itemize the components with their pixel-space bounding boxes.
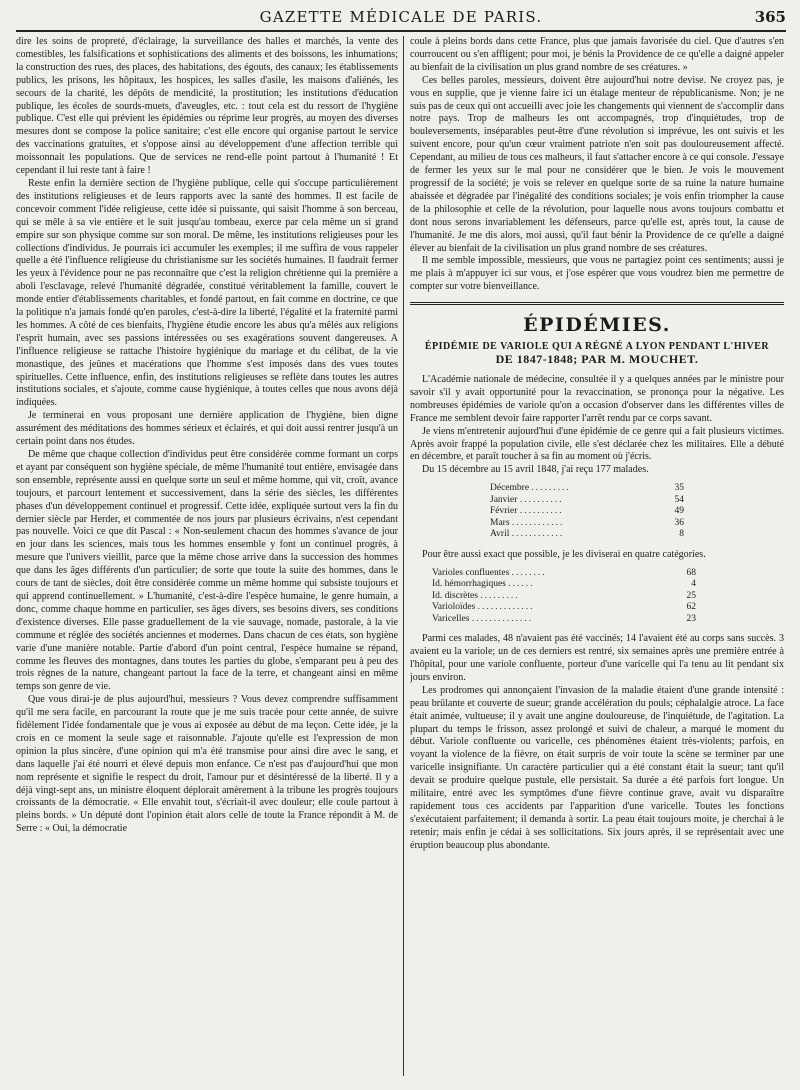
categories-table [430, 568, 698, 626]
paragraph: Il me semble impossible, messieurs, que vous ne partagiez point ces sentiments; aussi je me plais à m'appuyer ici sur vous, et j'ose espérer que vous voudrez bien me permettre de compter sur votre bienveillance. [410, 255, 784, 293]
left-column [16, 36, 398, 1084]
table-row: Janvier .......... 54 [490, 494, 684, 505]
month-value: 8 [679, 529, 684, 540]
article-title [410, 340, 784, 366]
table-row: Février .......... 49 [490, 506, 684, 517]
month-value: 36 [674, 517, 684, 528]
monthly-cases-table [488, 483, 686, 541]
table-row: Varioloïdes ............. 62 [432, 602, 696, 613]
paragraph: Je viens m'entretenir aujourd'hui d'une épidémie de ce genre qui a fait plusieurs victimes. Après avoir frappé la population civile, elle s'est déclarée chez les militaires. Elle a débuté en décembre, et paraît toucher à sa fin au moment où j'écris. [410, 425, 784, 463]
month-label: Décembre [490, 483, 530, 494]
table-row: Mars ............ 36 [490, 517, 684, 528]
category-label: Varioloïdes [432, 602, 476, 613]
paragraph: Pour être aussi exact que possible, je les diviserai en quatre catégories. [422, 548, 706, 560]
paragraph: L'Académie nationale de médecine, consultée il y a quelques années par le ministre pour savoir s'il y avait opportunité pour la revaccination, se prononça pour la négative. Les nombreuses épidémies de variole qu'on a occasion d'observer dans les différentes villes de France me semblent devoir faire rapporter l'arrêt rendu par ce corps savant. [410, 374, 784, 424]
month-label: Janvier [490, 494, 518, 505]
category-value: 23 [686, 613, 696, 624]
category-label: Varicelles [432, 613, 470, 624]
paragraph: Parmi ces malades, 48 n'avaient pas été vaccinés; 14 l'avaient été au corps sans succès. 3 avaient eu la variole; un de ces derniers est rentré, six semaines après une première entrée à l'hôpital, pour une variole confluente, porteur d'une varicelle qui l'a tenu au lit pendant six jours environ. [410, 633, 784, 683]
category-value: 68 [686, 567, 696, 578]
paragraph: Je terminerai en vous proposant une dernière application de l'hygiène, bien digne assurément des méditations des hommes sérieux et éclairés, et qui doit aussi rentrer jusqu'à un certain point dans nos études. [16, 410, 398, 448]
page-header [16, 8, 786, 32]
paragraph: De même que chaque collection d'individus peut être considérée comme formant un corps et ayant par conséquent son hygiène spéciale, de même l'humanité tout entière, envisagée dans son ensemble, représente aussi en quelque sorte un seul et même homme, qui vit, croît, avance toujours, et parcourt lentement et successivement, dans la série des siècles, les différentes phases d'un développement continuel et progressif. Cette idée, expliquée surtout vers la fin du dernier siècle par Herder, et commentée de nos jours par plusieurs écrivains, n'est cependant pas nouvelle. Voici ce que dit Pascal : « Non-seulement chacun des hommes s'avance de jour en jour dans les sciences, mais tous les hommes ensemble y font un continuel progrès, à mesure que l'univers vieillit, parce que la même chose arrive dans la succession des hommes que dans les âges différents d'un particulier; de sorte que toute la suite des hommes, dans le cours de tant de siècles, doit être considérée comme un même homme qui subsiste toujours et qui apprend continuellement. » L'humanité, c'est-à-dire l'espèce humaine, le genre humain, a donc, comme chaque homme en particulier, ses âges divers, ses besoins divers, ses conditions d'existence diverses. Elle passe graduellement de la vie sauvage, nomade, pastorale, à la vie commune et réglée des sociétés anciennes et modernes. Dans chacun de ces états, son hygiène varie d'une manière notable. Partie d'abord d'un point central, l'espèce humaine se répand, comme les fleuves des montagnes, dans toutes les parties du globe, s'emparant peu à peu des trois règnes de la nature, changeant partout la face de la terre, et changeant ainsi en même temps son genre de vie. [16, 449, 398, 693]
section-divider [410, 302, 784, 305]
journal-title: GAZETTE MÉDICALE DE PARIS. [259, 8, 543, 26]
article-title-line1: ÉPIDÉMIE DE VARIOLE QUI A RÉGNÉ A LYON PENDANT L'HIVER [424, 341, 770, 353]
right-column [410, 36, 784, 1084]
category-label: Id. hémorrhagiques [432, 579, 506, 590]
month-label: Avril [490, 529, 510, 540]
month-value: 49 [674, 506, 684, 517]
column-divider [403, 36, 404, 1076]
paragraph: Du 15 décembre au 15 avril 1848, j'ai reçu 177 malades. [422, 464, 649, 476]
table-row: Avril ............ 8 [490, 529, 684, 540]
paragraph: Que vous dirai-je de plus aujourd'hui, messieurs ? Vous devez comprendre suffisamment qu'il me sera facile, en parcourant la route que je me suis tracée pour cette année, de suivre fidèlement l'idée fondamentale que je vous ai exposée au début de ma leçon. Cette idée, je la crois en ce moment la seule sage et raisonnable. J'ajoute qu'elle est l'expression de mon opinion la plus sincère, d'une opinion qui m'a été transmise pour ainsi dire avec le sang, et dans laquelle j'ai été nourri et élevé depuis mon enfance. Ce n'est pas d'aujourd'hui que mon nom représente et signifie le respect du droit, l'amour pur et désintéressé de la liberté. Il y a déjà vingt-sept ans, un ministre éloquent déplorait amèrement à la tribune les progrès toujours croissants de la démocratie. « Elle envahit tout, s'écriait-il avec douleur; elle coule partout à pleins bords. » Un député dont l'opinion était alors celle de toute la France répondit à M. de Serre : « Oui, la démocratie [16, 694, 398, 835]
section-title: ÉPIDÉMIES. [523, 314, 671, 337]
month-label: Mars [490, 517, 510, 528]
page-number: 365 [754, 8, 786, 26]
table-row: Décembre ......... 35 [490, 483, 684, 494]
paragraph: dire les soins de propreté, d'éclairage, la surveillance des halles et marchés, la vente des comestibles, les falsifications et sophistications des aliments et des boissons, les inhumations; la construction des rues, des places, des habitations, des égouts, des canaux; les établissements publics, les prisons, les hôpitaux, les hospices, les salles d'asile, les maisons d'aliénés, les secours de la charité, les dépôts de mendicité, la prostitution; les institutions d'éducation publique, les écoles de sourds-muets, d'aveugles, etc. : tout cela est du ressort de l'hygiène publique. C'est elle qui prévient les épidémies ou réprime leur progrès, au moyen des diverses mesures dont se compose la police sanitaire; c'est elle encore qui organise partout le service des vaccinations gratuites, et s'oppose ainsi au développement d'une affection terrible qui moissonnait les populations. Que de services ne rend-elle point partout à l'humanité ! Et cependant il lui reste tant à faire ! [16, 36, 398, 177]
article-title-line2: DE 1847-1848; PAR M. MOUCHET. [495, 352, 699, 367]
category-value: 4 [691, 579, 696, 590]
month-label: Février [490, 506, 518, 517]
category-label: Id. discrètes [432, 590, 478, 601]
table-row: Id. hémorrhagiques ...... 4 [432, 579, 696, 590]
paragraph: Reste enfin la dernière section de l'hygiène publique, celle qui s'occupe particulièrement des institutions religieuses et de leurs rapports avec la santé des hommes. Il est facile de concevoir comment l'idée religieuse, cette idée si puissante, qui saisit l'homme à son berceau, qui se mêle à sa vie entière et le suit jusqu'au tombeau, exerce par cela même un si grand empire sur son physique comme sur son moral. De même, les institutions religieuses pour les collections d'individus. Je pourrais ici accumuler les exemples; il me suffira de vous rappeler quelle a été l'influence religieuse du christianisme sur les sociétés humaines. Il faudrait fermer les yeux à l'évidence pour ne pas reconnaître que c'est la religion chrétienne qui la première a aboli l'esclavage, relevé l'humanité dégradée, constitué véritablement la famille, couvert le monde entier d'établissements charitables, et fondé partout, en fait comme en doctrine, ce que la politique n'a jamais fondé qu'en paroles, c'est-à-dire la liberté, l'égalité et la fraternité parmi les hommes. A côté de ces bienfaits, l'hygiène étudie encore les abus qu'a mêlés aux religions l'esprit humain, avec ses passions intéressées ou ses exagérations souvent dangereuses. A l'influence religieuse se rattache l'histoire hygiénique du mariage et du célibat, de la vie monastique, des jeûnes et macérations que l'homme s'est imposés dans des vues toutes spirituelles. Cette influence, enfin, des institutions religieuses se reflète dans toutes les autres institutions sociales, et s'ajoute, comme cause hygiénique, à toutes celles que nous avons déjà indiquées. [16, 177, 398, 409]
month-value: 35 [674, 483, 684, 494]
category-label: Varioles confluentes [432, 567, 510, 578]
paragraph: Ces belles paroles, messieurs, doivent être aujourd'hui notre devise. Ne croyez pas, je vous en supplie, que je vienne faire ici un étalage menteur de républicanisme. Non; je ne suis pas de ceux qui ont accueilli avec joie les changements qui viennent de s'accomplir dans notre pays. Trop de malheurs les ont accompagnés, trop d'inquiétudes, trop de bouleversements, inséparables peut-être d'une révolution si imprévue, les ont suivis et les suivent encore, pour qu'un cœur vraiment patriote n'en soit pas douloureusement affecté. Cependant, au milieu de tous ces malheurs, il faut s'attacher encore à ce qui console. J'essaye de fermer les yeux sur le mal pour ne considérer que le bien. Je vois le mouvement progressif de la société; je vois se relever en quelque sorte de sa ruine la nature humaine abaissée et dégradée par l'inégalité des conditions sociales; je vois enfin triompher la cause de la philosophie et celle de la révolution, pour laquelle nous avons toujours combattu et dont nous serons invariablement les défenseurs, parce qu'elle est, après tout, la cause de l'humanité. Je me dis alors, moi aussi, qu'il faut bénir la Providence de ce qu'elle a daigné élever au bienfait de la civilisation un plus grand nombre de ses créatures. [410, 74, 784, 254]
month-value: 54 [674, 494, 684, 505]
category-value: 62 [686, 602, 696, 613]
table-row: Id. discrètes ......... 25 [432, 590, 696, 601]
paragraph: Les prodromes qui annonçaient l'invasion de la maladie étaient d'une grande intensité : peau brûlante et couverte de sueur; grande accélération du pouls; céphalalgie atroce. La face était animée, vultueuse; il y avait une angine douloureuse, de l'inquiétude, de l'agitation. La plupart du temps le frisson, assez prolongé et suivi de chaleur, a marqué le moment du début. Variole confluente ou varicelle, ces phénomènes étaient très-violents; parfois, en voyant la violence de la fièvre, on était surpris de voir toute la scène se terminer par une varicelle insignifiante. Un caractère particulier qui a été constant était la sueur; tant qu'il devait se produire quelque pustule, elle persistait. Sa durée a été parfois fort longue. Un militaire, entré avec les symptômes d'une fièvre continue grave, avait vu disparaître rapidement tous ces accidents par l'apparition d'une varicelle. Toutes les fonctions s'exécutaient parfaitement; il demanda à sortir. La peau était toujours moite, je cherchai à le retenir; mais enfin je cédai à ses sollicitations. Six jours après, il se représentait avec une éruption beaucoup plus abondante. [410, 684, 784, 851]
category-value: 25 [686, 590, 696, 601]
table-row: Varioles confluentes ........ 68 [432, 567, 696, 578]
table-row: Varicelles .............. 23 [432, 613, 696, 624]
paragraph: coule à pleins bords dans cette France, plus que jamais favorisée du ciel. Que d'autres s'en courroucent ou s'en affligent; pour moi, je bénis la Providence de ce qu'elle a daigné appeler au bienfait de la civilisation un plus grand nombre de ses créatures. » [410, 36, 784, 73]
